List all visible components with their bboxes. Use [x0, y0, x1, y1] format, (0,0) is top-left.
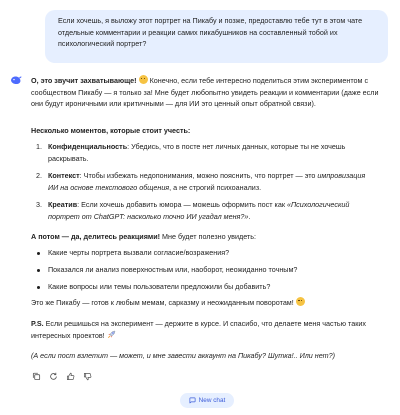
- intro-bold-text: О, это звучит захватывающе!: [31, 76, 137, 85]
- reactions-paragraph: [31, 231, 387, 243]
- reactions-text: Мне будет полезно увидеть:: [160, 232, 256, 241]
- list-item-text: Какие вопросы или темы пользователи предложили бы добавить?: [48, 282, 271, 292]
- smile-emoji-icon: [139, 75, 148, 84]
- list-item-text-after: .: [248, 211, 251, 221]
- grin-emoji-icon: [296, 297, 305, 306]
- user-message-bubble: [45, 10, 388, 63]
- list-item-text-after: , а не строгий психоанализ.: [169, 182, 262, 192]
- list-item-text: Какие черты портрета вызвали согласие/возражения?: [48, 248, 230, 257]
- list-item-text: Показался ли анализ поверхностным или, наоборот, неожиданно точным?: [48, 265, 298, 275]
- points-list: [31, 141, 371, 229]
- reactions-list: [31, 247, 361, 299]
- new-chat-button[interactable]: [180, 393, 234, 408]
- list-item: [31, 199, 371, 222]
- aside-text: (А если пост взлетит — может, и мне завести аккаунт на Пикабу? Шутка!.. Или нет?): [31, 351, 336, 360]
- list-item-text: : Чтобы избежать недопонимания, можно пояснить, что портрет — это: [79, 171, 318, 181]
- aside-paragraph: [31, 350, 387, 362]
- thumbs-down-icon[interactable]: [82, 371, 93, 382]
- bullet-dot: [37, 286, 40, 289]
- ps-label: P.S.: [31, 319, 44, 328]
- list-item-text: : Убедись, что в посте нет личных данных, которые ты не хочешь раскрывать.: [48, 142, 346, 163]
- new-chat-icon: [189, 397, 196, 404]
- outro-paragraph: [31, 297, 387, 309]
- reactions-bold-text: А потом — да, делитесь реакциями!: [31, 232, 161, 241]
- outro-text: Это же Пикабу — готов к любым мемам, сарказму и неожиданным поворотам!: [31, 298, 294, 307]
- assistant-intro-paragraph: [31, 75, 387, 110]
- user-message-text: Если хочешь, я выложу этот портрет на Пикабу и позже, предоставлю тебе тут в этом чате отдельные комментарии и реакции самих пикабушников на составленный тобой их психологический портрет?: [58, 16, 363, 48]
- list-item: [31, 247, 361, 259]
- list-item: [31, 170, 371, 193]
- points-heading: Несколько моментов, которые стоит учесть:: [31, 126, 191, 135]
- new-chat-label: New chat: [198, 397, 226, 404]
- thumbs-up-icon[interactable]: [65, 371, 76, 382]
- intro-text: Конечно, если тебе интересно поделиться этим экспериментом с сообществом Пикабу — я только за! Мне будет любопытно увидеть реакции и комментарии (даже если они будут ироничными или критичными — для ИИ это ценный опыт обратной связи).: [31, 76, 379, 109]
- copy-icon[interactable]: [31, 371, 42, 382]
- list-item: [31, 281, 361, 293]
- list-item-italic: импровизация ИИ на основе текстового общения: [48, 171, 366, 192]
- list-item-italic: «Психологический портрет от ChatGPT: насколько точно ИИ угадал меня?»: [48, 200, 350, 221]
- rocket-emoji-icon: [107, 330, 116, 339]
- list-item-number: 2.: [36, 171, 42, 181]
- bullet-dot: [37, 252, 40, 255]
- list-item-text: : Если хочешь добавить юмора — можешь оформить пост как: [77, 200, 287, 210]
- list-item-title: Конфиденциальность: [48, 142, 128, 151]
- ps-text: Если решишься на эксперимент — держите в курсе. И спасибо, что делаете меня частью таких интересных проектов!: [31, 319, 366, 340]
- list-item: [31, 264, 361, 276]
- regenerate-icon[interactable]: [48, 371, 59, 382]
- list-item: [31, 141, 371, 164]
- message-actions: [31, 370, 93, 382]
- list-item-number: 3.: [36, 200, 42, 210]
- list-item-title: Креатив: [48, 200, 78, 210]
- list-item-number: 1.: [36, 142, 42, 151]
- ps-paragraph: [31, 318, 387, 341]
- bullet-dot: [37, 269, 40, 272]
- whale-logo-icon: [10, 74, 22, 86]
- list-item-title: Контекст: [48, 171, 80, 181]
